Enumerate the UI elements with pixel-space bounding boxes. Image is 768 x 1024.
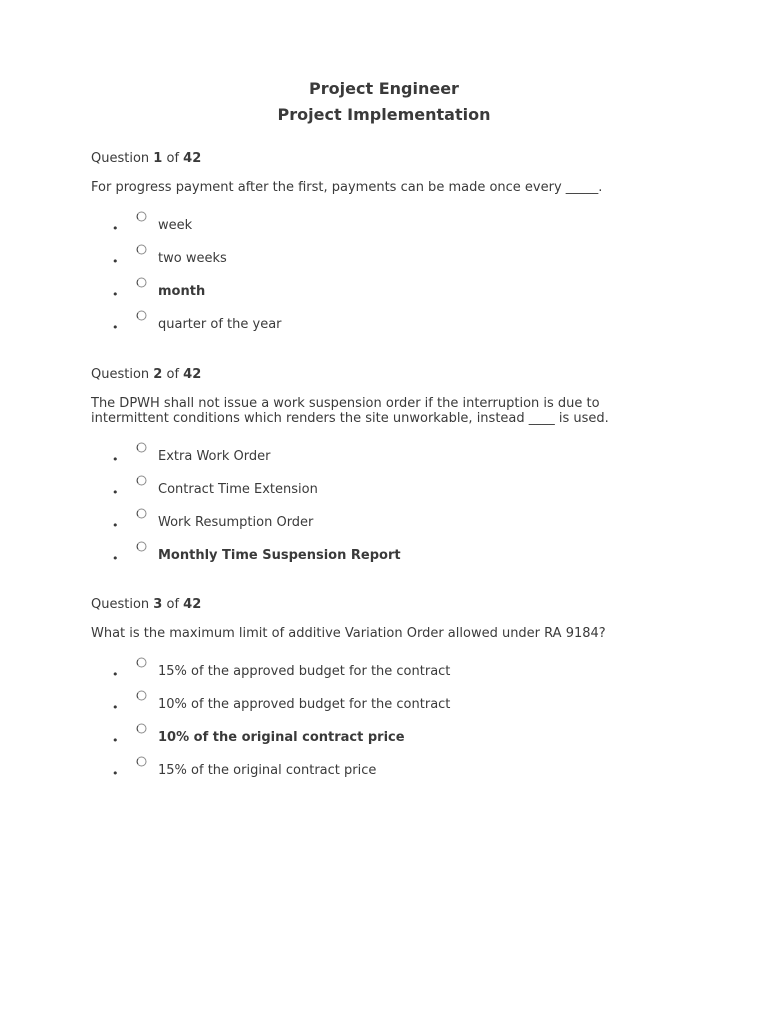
option-label-correct: Monthly Time Suspension Report [158, 548, 401, 563]
option-item [91, 211, 651, 244]
question-total: 42 [183, 151, 202, 166]
bullet: • [112, 519, 119, 532]
option-label: Contract Time Extension [158, 482, 318, 497]
question-number: 3 [153, 597, 163, 612]
question-label: Question [91, 597, 150, 612]
bullet: • [112, 552, 119, 565]
option-list [91, 442, 651, 574]
option-item [91, 508, 651, 541]
title-block [0, 76, 768, 128]
option-label: 15% of the approved budget for the contract [158, 664, 451, 679]
question-header [91, 367, 651, 383]
question-of: of [166, 151, 180, 166]
question-number: 2 [153, 367, 163, 382]
option-item [91, 475, 651, 508]
radio-button[interactable] [136, 442, 147, 453]
radio-button[interactable] [136, 211, 147, 222]
question-text: What is the maximum limit of additive Variation Order allowed under RA 9184? [91, 626, 606, 641]
bullet: • [112, 255, 119, 268]
radio-button[interactable] [136, 657, 147, 668]
option-item [91, 310, 651, 343]
question-of: of [166, 367, 180, 382]
option-label: quarter of the year [158, 317, 282, 332]
option-label-correct: 10% of the original contract price [158, 730, 405, 745]
question-3 [91, 597, 651, 789]
radio-button[interactable] [136, 690, 147, 701]
option-label: 15% of the original contract price [158, 763, 377, 778]
option-item [91, 657, 651, 690]
bullet: • [112, 486, 119, 499]
bullet: • [112, 701, 119, 714]
option-item [91, 541, 651, 574]
option-item [91, 723, 651, 756]
option-label: Extra Work Order [158, 449, 271, 464]
bullet: • [112, 321, 119, 334]
option-label: week [158, 218, 193, 233]
radio-button[interactable] [136, 277, 147, 288]
option-item [91, 756, 651, 789]
radio-button[interactable] [136, 756, 147, 767]
radio-button[interactable] [136, 244, 147, 255]
question-total: 42 [183, 597, 202, 612]
question-2 [91, 367, 651, 574]
option-item [91, 690, 651, 723]
page-title: Project Engineer [309, 79, 459, 98]
option-list [91, 657, 651, 789]
question-text: The DPWH shall not issue a work suspension order if the interruption is due to intermittent conditions which renders the site unworkable, instead ____ is used. [91, 396, 609, 426]
bullet: • [112, 734, 119, 747]
radio-button[interactable] [136, 310, 147, 321]
page-subtitle: Project Implementation [277, 105, 491, 124]
option-label: Work Resumption Order [158, 515, 314, 530]
question-label: Question [91, 367, 150, 382]
option-item [91, 244, 651, 277]
question-label: Question [91, 151, 150, 166]
bullet: • [112, 222, 119, 235]
bullet: • [112, 767, 119, 780]
question-of: of [166, 597, 180, 612]
question-number: 1 [153, 151, 163, 166]
question-header [91, 151, 651, 167]
bullet: • [112, 288, 119, 301]
option-item [91, 442, 651, 475]
option-label: two weeks [158, 251, 227, 266]
question-total: 42 [183, 367, 202, 382]
radio-button[interactable] [136, 541, 147, 552]
bullet: • [112, 668, 119, 681]
radio-button[interactable] [136, 475, 147, 486]
option-label-correct: month [158, 284, 206, 299]
radio-button[interactable] [136, 723, 147, 734]
question-text: For progress payment after the first, payments can be made once every _____. [91, 180, 603, 195]
radio-button[interactable] [136, 508, 147, 519]
bullet: • [112, 453, 119, 466]
option-list [91, 211, 651, 343]
question-1 [91, 151, 651, 343]
option-item [91, 277, 651, 310]
option-label: 10% of the approved budget for the contract [158, 697, 451, 712]
question-header [91, 597, 651, 613]
